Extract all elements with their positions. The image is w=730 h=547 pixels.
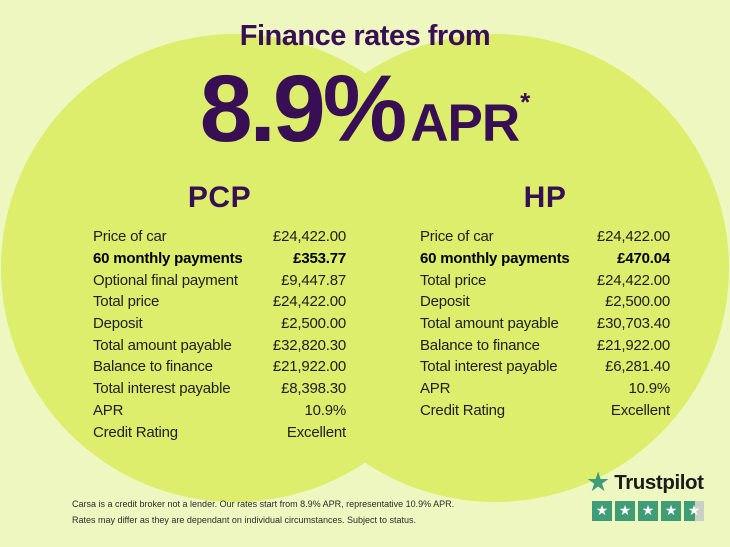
- row-value: £21,922.00: [596, 336, 670, 354]
- table-row: [420, 400, 670, 422]
- star-icon: ★: [638, 501, 658, 521]
- row-label: Credit Rating: [420, 401, 505, 419]
- table-row: [93, 334, 346, 356]
- row-value: £24,422.00: [272, 293, 346, 311]
- row-value: £9,447.87: [281, 271, 346, 289]
- disclaimer-line-1: Carsa is a credit broker not a lender. Our rates start from 8.9% APR, representative 10.9% APR.: [72, 499, 455, 509]
- banner-title: Finance rates from: [239, 20, 491, 52]
- row-value: £24,422.00: [596, 228, 670, 246]
- row-value: £8,398.30: [281, 380, 346, 398]
- hp-finance-table: [420, 182, 670, 421]
- table-row: [420, 334, 670, 356]
- row-label: 60 monthly payments: [93, 250, 243, 268]
- table-row: [93, 291, 346, 313]
- row-label: Total amount payable: [93, 336, 232, 354]
- row-label: APR: [420, 380, 451, 398]
- row-label: Optional final payment: [93, 271, 238, 289]
- trustpilot-wordmark: [586, 467, 704, 498]
- rate-value: 8.9%: [199, 56, 405, 162]
- row-value: £24,422.00: [596, 271, 670, 289]
- row-label: Total interest payable: [93, 380, 231, 398]
- row-label: 60 monthly payments: [420, 250, 570, 268]
- row-value: £32,820.30: [272, 336, 346, 354]
- hp-table-title: HP: [523, 181, 567, 214]
- row-value: £6,281.40: [605, 358, 670, 376]
- row-value: £24,422.00: [272, 228, 346, 246]
- row-value: £2,500.00: [605, 293, 670, 311]
- pcp-finance-table: [93, 182, 346, 443]
- row-value: Excellent: [286, 423, 346, 441]
- row-value: 10.9%: [628, 380, 670, 398]
- row-label: Credit Rating: [93, 423, 178, 441]
- row-label: Total interest payable: [420, 358, 558, 376]
- row-label: Price of car: [93, 228, 167, 246]
- table-row: [93, 248, 346, 270]
- headline-rate: [0, 56, 730, 162]
- row-label: APR: [93, 401, 124, 419]
- table-row: [93, 421, 346, 443]
- table-row: [93, 226, 346, 248]
- legal-disclaimer: [72, 497, 542, 528]
- half-star-icon: ★: [684, 501, 704, 521]
- footnote-asterisk: *: [520, 87, 531, 117]
- row-label: Deposit: [420, 293, 470, 311]
- table-row: [93, 356, 346, 378]
- table-row: [420, 313, 670, 335]
- trustpilot-badge: [586, 467, 704, 521]
- rate-unit: APR: [410, 94, 520, 153]
- table-row: [93, 269, 346, 291]
- star-icon: ★: [661, 501, 681, 521]
- star-icon: ★: [615, 501, 635, 521]
- table-row: [420, 356, 670, 378]
- table-row: [420, 248, 670, 270]
- trustpilot-star-icon: ★: [586, 467, 611, 498]
- row-value: Excellent: [610, 401, 670, 419]
- row-value: £30,703.40: [596, 315, 670, 333]
- table-row: [420, 291, 670, 313]
- star-icon: ★: [592, 501, 612, 521]
- pcp-table-title: PCP: [187, 181, 252, 214]
- row-label: Balance to finance: [420, 336, 540, 354]
- table-row: [420, 226, 670, 248]
- row-label: Total price: [420, 271, 487, 289]
- row-value: 10.9%: [304, 401, 346, 419]
- row-label: Balance to finance: [93, 358, 213, 376]
- row-label: Price of car: [420, 228, 494, 246]
- row-label: Deposit: [93, 315, 143, 333]
- row-value: £353.77: [293, 250, 346, 268]
- row-label: Total price: [93, 293, 160, 311]
- row-value: £21,922.00: [272, 358, 346, 376]
- table-row: [420, 378, 670, 400]
- row-value: £2,500.00: [281, 315, 346, 333]
- row-label: Total amount payable: [420, 315, 559, 333]
- table-row: [93, 378, 346, 400]
- disclaimer-line-2: Rates may differ as they are dependant on individual circumstances. Subject to status.: [72, 514, 417, 525]
- table-row: [93, 313, 346, 335]
- table-row: [420, 269, 670, 291]
- trustpilot-rating-stars: [592, 501, 704, 521]
- row-value: £470.04: [617, 250, 670, 268]
- table-row: [93, 400, 346, 422]
- trustpilot-brand-text: Trustpilot: [614, 471, 704, 494]
